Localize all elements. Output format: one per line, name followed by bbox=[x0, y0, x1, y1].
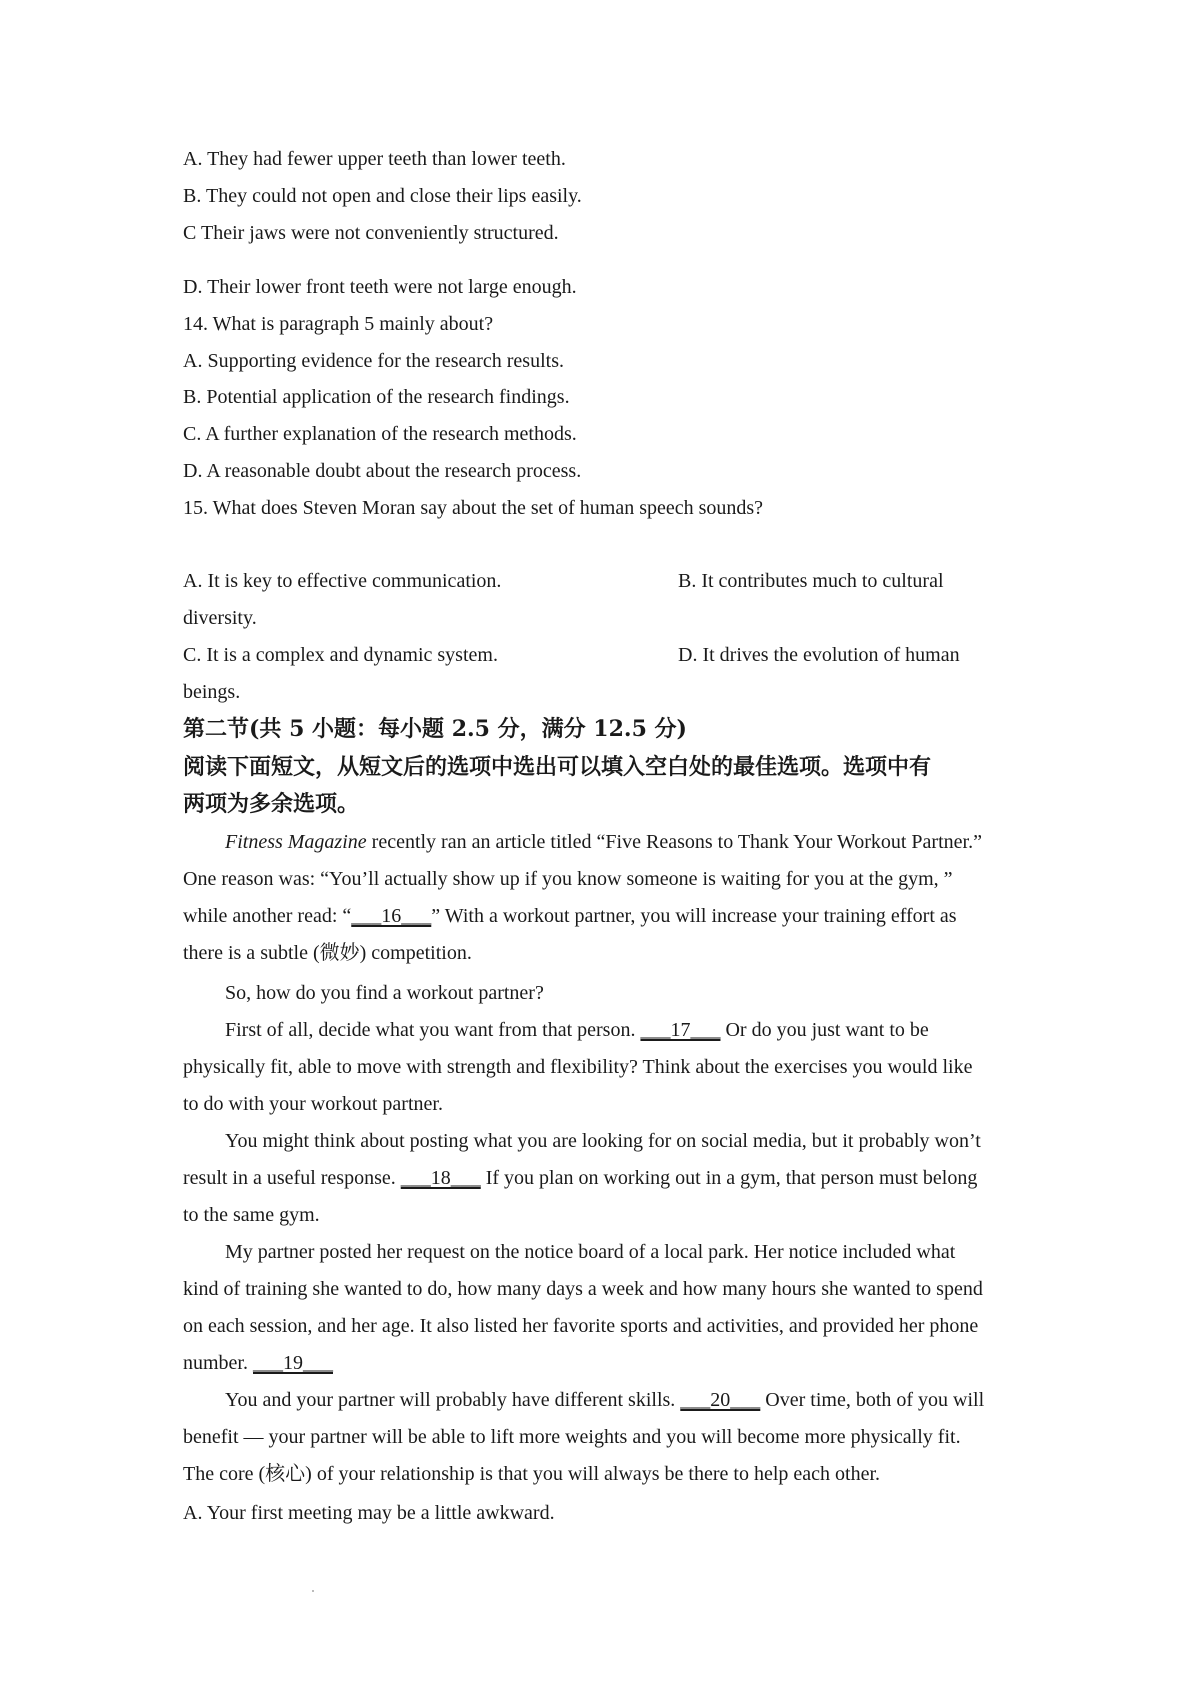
passage-p1-line1 bbox=[225, 829, 982, 855]
q13-option-a: A. They had fewer upper teeth than lower teeth. bbox=[183, 148, 566, 170]
passage-p1-line3 bbox=[183, 903, 957, 929]
p1-line1-text: recently ran an article titled “Five Reasons to Thank Your Workout Partner.” bbox=[366, 831, 982, 853]
p6-line1-pre: You and your partner will probably have different skills. bbox=[225, 1389, 681, 1411]
blank-18: ___18___ bbox=[400, 1167, 481, 1189]
p5-line4-pre: number. bbox=[183, 1352, 253, 1374]
passage-p2: So, how do you find a workout partner? bbox=[225, 982, 544, 1004]
q13-option-d: D. Their lower front teeth were not large enough. bbox=[183, 276, 577, 298]
blank-19: ___19___ bbox=[253, 1352, 333, 1374]
passage-p4-line2 bbox=[183, 1165, 977, 1191]
passage-p6-line1 bbox=[225, 1387, 984, 1413]
q14-option-b: B. Potential application of the research findings. bbox=[183, 386, 570, 408]
section-heading: 第二节(共 5 小题：每小题 2.5 分，满分 12.5 分) bbox=[183, 716, 687, 742]
p3-line1-pre: First of all, decide what you want from that person. bbox=[225, 1019, 641, 1041]
passage-p6-line3: The core (核心) of your relationship is that you will always be there to help each other. bbox=[183, 1463, 881, 1485]
blank-20: ___20___ bbox=[680, 1389, 761, 1411]
passage-p1-line2: One reason was: “You’ll actually show up if you know someone is waiting for you at the gym, ” bbox=[183, 868, 953, 890]
passage-p6-line2: benefit — your partner will be able to lift more weights and you will become more physically fit. bbox=[183, 1426, 961, 1448]
passage-p3-line1 bbox=[225, 1017, 929, 1043]
q14-option-c: C. A further explanation of the research methods. bbox=[183, 423, 577, 445]
q14-option-d: D. A reasonable doubt about the research process. bbox=[183, 460, 582, 482]
p1-line3-post: ” With a workout partner, you will increase your training effort as bbox=[431, 905, 957, 927]
passage-p5-line4 bbox=[183, 1350, 333, 1376]
p4-line2-post: If you plan on working out in a gym, that person must belong bbox=[480, 1167, 978, 1189]
section-instruction-cont: 两项为多余选项。 bbox=[183, 791, 360, 817]
scan-speck bbox=[312, 1590, 314, 1592]
p6-line1-post: Over time, both of you will bbox=[760, 1389, 985, 1411]
magazine-name: Fitness Magazine bbox=[225, 831, 367, 853]
p3-line1-post: Or do you just want to be bbox=[720, 1019, 929, 1041]
passage-p5-line2: kind of training she wanted to do, how many days a week and how many hours she wanted to spend bbox=[183, 1278, 983, 1300]
q13-option-c: C Their jaws were not conveniently structured. bbox=[183, 222, 559, 244]
q13-option-b: B. They could not open and close their lips easily. bbox=[183, 185, 582, 207]
passage-p5-line3: on each session, and her age. It also listed her favorite sports and activities, and provided her phone bbox=[183, 1315, 979, 1337]
passage-p4-line1: You might think about posting what you are looking for on social media, but it probably won’t bbox=[225, 1130, 981, 1152]
passage-p3-line3: to do with your workout partner. bbox=[183, 1093, 443, 1115]
q14-question: 14. What is paragraph 5 mainly about? bbox=[183, 313, 494, 335]
q15-option-b-cont: diversity. bbox=[183, 607, 257, 629]
passage-p4-line3: to the same gym. bbox=[183, 1204, 320, 1226]
blank-16: ___16___ bbox=[351, 905, 432, 927]
q15-option-d: D. It drives the evolution of human bbox=[678, 644, 960, 666]
blank-17: ___17___ bbox=[640, 1019, 721, 1041]
p1-line3-pre: while another read: “ bbox=[183, 905, 352, 927]
q15-question: 15. What does Steven Moran say about the set of human speech sounds? bbox=[183, 497, 764, 519]
q14-option-a: A. Supporting evidence for the research results. bbox=[183, 350, 564, 372]
section-instruction: 阅读下面短文，从短文后的选项中选出可以填入空白处的最佳选项。选项中有 bbox=[183, 754, 932, 780]
q15-option-c: C. It is a complex and dynamic system. bbox=[183, 644, 498, 666]
q15-option-d-cont: beings. bbox=[183, 681, 241, 703]
q15-option-b: B. It contributes much to cultural bbox=[678, 570, 944, 592]
answer-option-a: A. Your first meeting may be a little awkward. bbox=[183, 1502, 555, 1524]
passage-p5-line1: My partner posted her request on the notice board of a local park. Her notice included what bbox=[225, 1241, 956, 1263]
p4-line2-pre: result in a useful response. bbox=[183, 1167, 401, 1189]
q15-option-a: A. It is key to effective communication. bbox=[183, 570, 502, 592]
passage-p1-line4: there is a subtle (微妙) competition. bbox=[183, 942, 472, 964]
passage-p3-line2: physically fit, able to move with strength and flexibility? Think about the exercises you would like bbox=[183, 1056, 973, 1078]
